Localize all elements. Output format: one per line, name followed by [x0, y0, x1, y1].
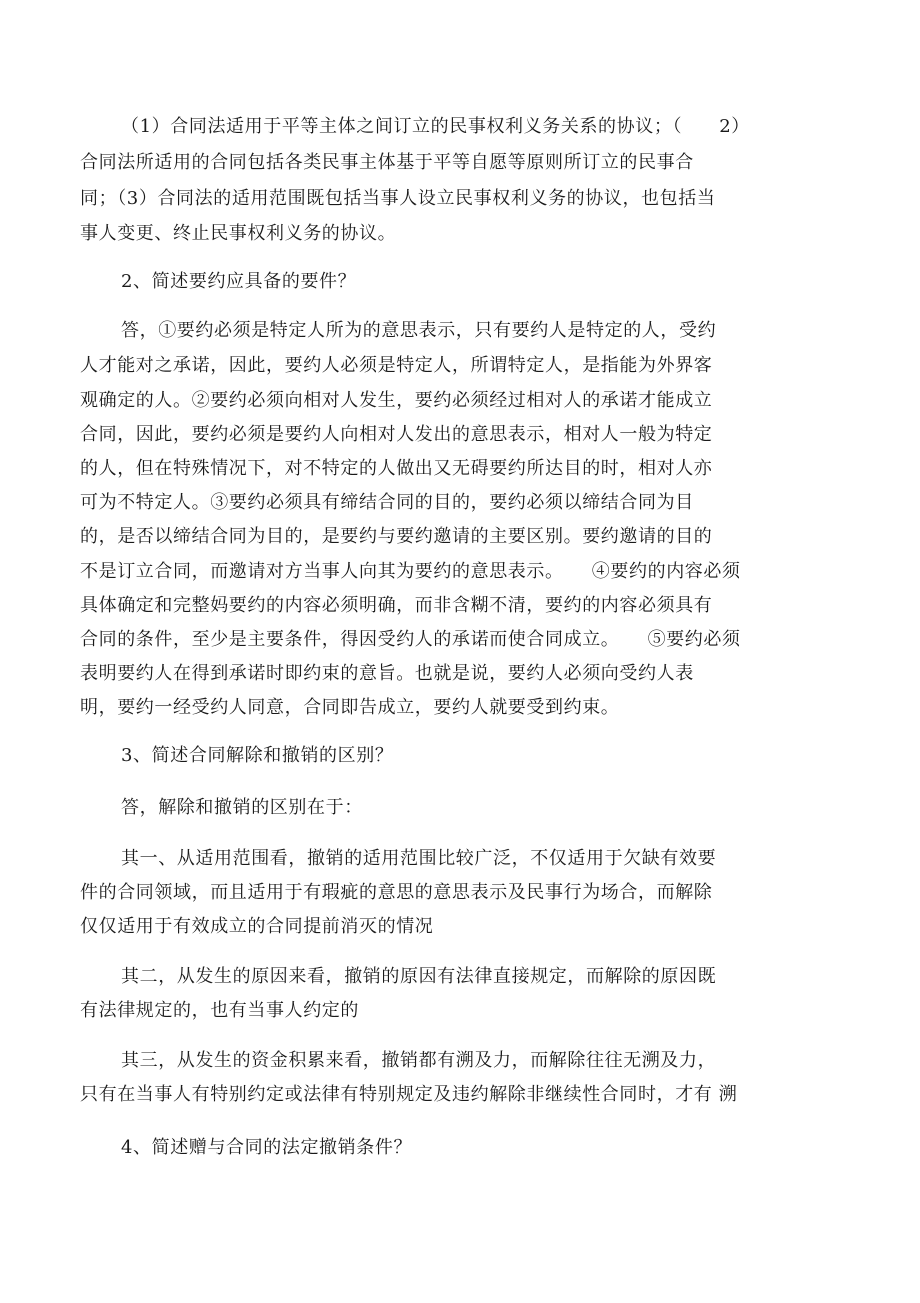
text-line: 表明要约人在得到承诺时即约束的意旨。也就是说，要约人必须向受约人表 [80, 663, 694, 684]
text-line: 其二，从发生的原因来看，撤销的原因有法律直接规定，而解除的原因既 [121, 966, 717, 987]
text-line: 3、简述合同解除和撤销的区别？ [121, 745, 394, 766]
text-line: 2、简述要约应具备的要件？ [121, 271, 357, 292]
text-line: 合同的条件，至少是主要条件，得因受约人的承诺而使合同成立。 ⑤要约必须 [80, 629, 741, 650]
text-line: 不是订立合同，而邀请对方当事人向其为要约的意思表示。 ④要约的内容必须 [80, 561, 741, 582]
text-line: 可为不特定人。③要约必须具有缔结合同的目的，要约必须以缔结合同为目 [80, 492, 694, 513]
text-line: 答，①要约必须是特定人所为的意思表示，只有要约人是特定的人，受约 [121, 320, 717, 341]
text-line: 观确定的人。②要约必须向相对人发生，要约必须经过相对人的承诺才能成立 [80, 390, 713, 411]
text-line: 件的合同领域，而且适用于有瑕疵的意思的意思表示及民事行为场合，而解除 [80, 882, 713, 903]
text-line: 的人，但在特殊情况下，对不特定的人做出又无碍要约所达目的时，相对人亦 [80, 458, 713, 479]
text-line: 其一、从适用范围看，撤销的适用范围比较广泛，不仅适用于欠缺有效要 [121, 848, 717, 869]
text-line: 明，要约一经受约人同意，合同即告成立，要约人就要受到约束。 [80, 697, 620, 718]
text-line: 4、简述赠与合同的法定撤销条件？ [121, 1137, 413, 1158]
text-line: 人才能对之承诺，因此，要约人必须是特定人，所谓特定人，是指能为外界客 [80, 355, 713, 376]
text-line: 的，是否以缔结合同为目的，是要约与要约邀请的主要区别。要约邀请的目的 [80, 526, 713, 547]
text-line: 仅仅适用于有效成立的合同提前消灭的情况 [80, 916, 434, 937]
text-line: 其三，从发生的资金积累来看，撤销都有溯及力，而解除往往无溯及力， [121, 1050, 717, 1071]
text-line: （1）合同法适用于平等主体之间订立的民事权利义务关系的协议；（ 2） [121, 116, 750, 137]
text-line: 具体确定和完整妈要约的内容必须明确，而非含糊不清，要约的内容必须具有 [80, 595, 713, 616]
text-line: 有法律规定的，也有当事人约定的 [80, 1000, 359, 1021]
text-line: 合同法所适用的合同包括各类民事主体基于平等自愿等原则所订立的民事合 [80, 152, 694, 173]
text-line: 合同，因此，要约必须是要约人向相对人发出的意思表示，相对人一般为特定 [80, 424, 713, 445]
text-line: 同；（3）合同法的适用范围既包括当事人设立民事权利义务的协议，也包括当 [80, 188, 716, 209]
text-line: 答，解除和撤销的区别在于： [121, 797, 363, 818]
text-line: 只有在当事人有特别约定或法律有特别规定及违约解除非继续性合同时，才有 溯 [80, 1084, 738, 1105]
text-line: 事人变更、终止民事权利义务的协议。 [80, 223, 397, 244]
